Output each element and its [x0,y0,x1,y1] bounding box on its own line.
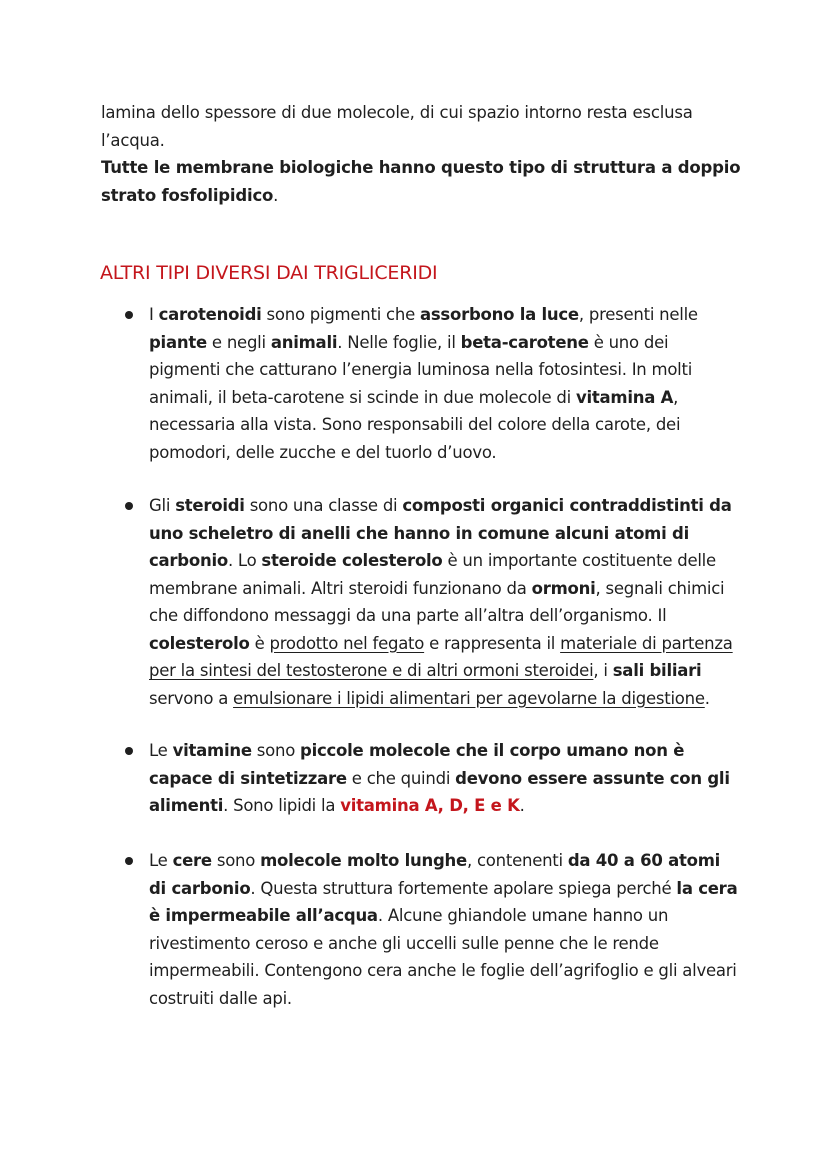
intro-line-1: lamina dello spessore di due molecole, di cui spazio intorno resta esclusa [101,103,693,122]
bullet-dot-icon [125,311,133,319]
intro-paragraph: lamina dello spessore di due molecole, di cui spazio intorno resta esclusa l’acqua. Tutte le membrane biologiche hanno questo tipo di struttura a doppio strato fosfolipidico. [101,103,741,205]
section-heading: ALTRI TIPI DIVERSI DAI TRIGLICERIDI [100,262,438,284]
list-item-vitamine: Le vitamine sono piccole molecole che il corpo umano non è capace di sintetizzare e che quindi devono essere assunte con gli alimenti. Sono lipidi la vitamina A, D, E e K. [149,737,741,820]
bullet-dot-icon [125,857,133,865]
intro-bold-statement: Tutte le membrane biologiche hanno questo tipo di struttura a doppio strato fosfolipidico [101,158,741,205]
bullet-dot-icon [125,747,133,755]
list-item-steroidi: Gli steroidi sono una classe di composti organici contraddistinti da uno scheletro di anelli che hanno in comune alcuni atomi di carbonio. Lo steroide colesterolo è un importante costituente delle membrane animali. Altri steroidi funzionano da ormoni, segnali chimici che diffondono messaggi da una parte all’altra dell’organismo. Il colesterolo è prodotto nel fegato e rappresenta il materiale di partenza per la sintesi del testosterone e di altri ormoni steroidei, i sali biliari servono a emulsionare i lipidi alimentari per agevolarne la digestione. [149,492,741,712]
bullet-dot-icon [125,502,133,510]
list-item-carotenoidi: I carotenoidi sono pigmenti che assorbono la luce, presenti nelle piante e negli animali. Nelle foglie, il beta-carotene è uno dei pigmenti che catturano l’energia luminosa nella fotosintesi. In molti animali, il beta-carotene si scinde in due molecole di vitamina A, necessaria alla vista. Sono responsabili del colore della carote, dei pomodori, delle zucche e del tuorlo d’uovo. [149,301,741,466]
underlined-phrase: prodotto nel fegato [269,633,425,653]
intro-line-2: l’acqua. [101,130,165,150]
highlighted-vitamins: vitamina A, D, E e K [340,796,520,815]
list-item-cere: Le cere sono molecole molto lunghe, contenenti da 40 a 60 atomi di carbonio. Questa struttura fortemente apolare spiega perché la cera è impermeabile all’acqua. Alcune ghiandole umane hanno un rivestimento ceroso e anche gli uccelli sulle penne che le rende impermeabili. Contengono cera anche le foglie dell’agrifoglio e gli alveari costruiti dalle api. [149,847,741,1012]
underlined-phrase: materiale di partenza per la sintesi del testosterone e di altri ormoni steroidei [149,633,733,680]
underlined-phrase: emulsionare i lipidi alimentari per agevolarne la digestione [233,688,705,708]
